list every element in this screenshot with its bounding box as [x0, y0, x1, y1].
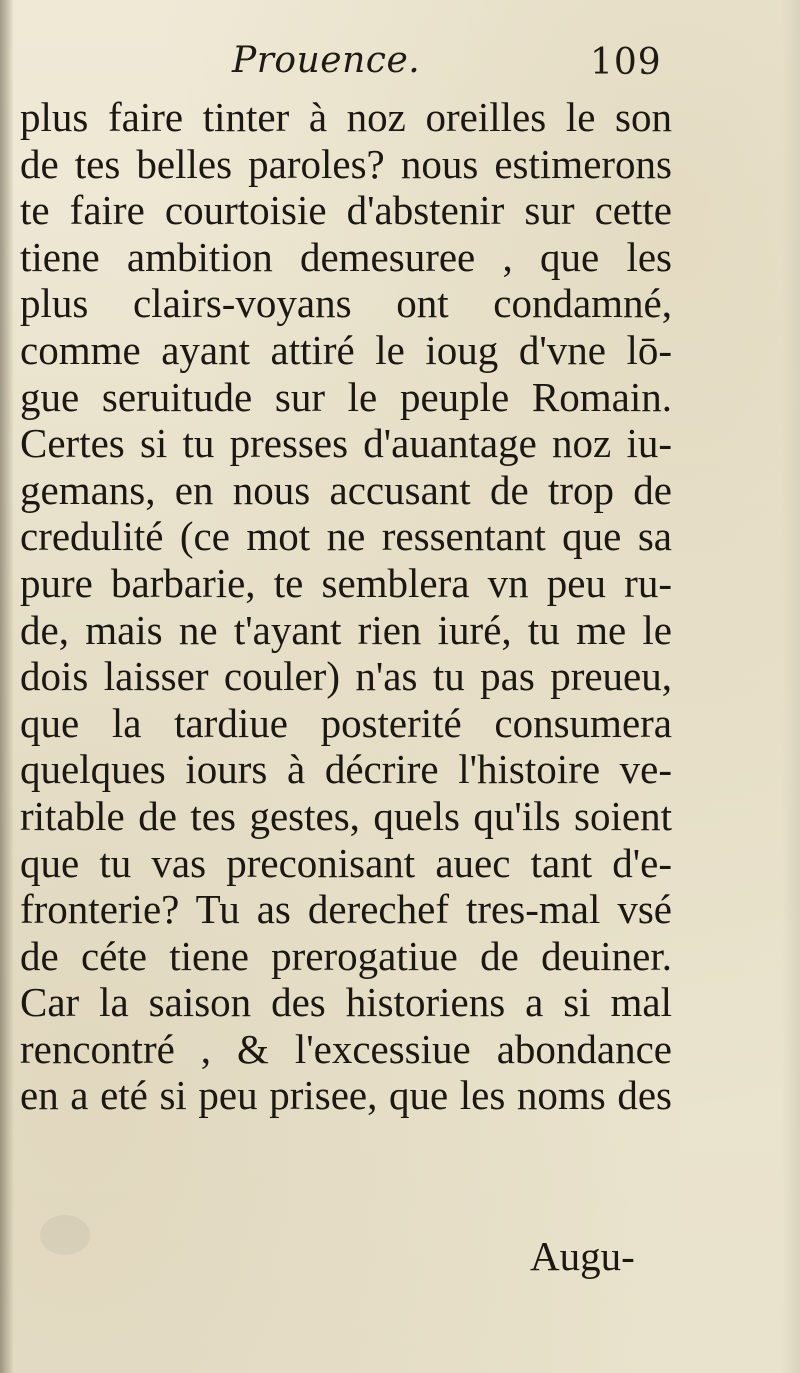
text-line: gue seruitude sur le peuple Romain. — [20, 373, 672, 420]
page-header — [0, 32, 800, 92]
text-line: rencontré , & l'excessiue abondance — [20, 1025, 672, 1072]
text-line: te faire courtoisie d'abstenir sur cette — [20, 187, 672, 234]
running-head: Prouence. — [232, 40, 421, 81]
text-line: tiene ambition demesuree , que les — [20, 233, 672, 280]
text-line: de, mais ne t'ayant rien iuré, tu me le — [20, 606, 672, 653]
text-line: ritable de tes gestes, quels qu'ils soient — [20, 792, 672, 839]
text-line: de tes belles paroles? nous estimerons — [20, 140, 672, 187]
text-line: que la tardiue posterité consumera — [20, 699, 672, 746]
text-line: pure barbarie, te semblera vn peu ru- — [20, 559, 672, 606]
text-line: Certes si tu presses d'auantage noz iu- — [20, 420, 672, 467]
catchword: Augu- — [530, 1233, 635, 1279]
text-line: en a eté si peu prisee, que les noms des — [20, 1072, 672, 1119]
text-line: plus clairs-voyans ont condamné, — [20, 280, 672, 327]
text-line: de céte tiene prerogatiue de deuiner. — [20, 932, 672, 979]
text-line: fronterie? Tu as derechef tres-mal vsé — [20, 886, 672, 933]
body-text — [20, 94, 680, 1119]
text-line: dois laisser couler) n'as tu pas preueu, — [20, 653, 672, 700]
text-line: plus faire tinter à noz oreilles le son — [20, 94, 672, 140]
paper-stain — [40, 1215, 90, 1255]
text-line: gemans, en nous accusant de trop de — [20, 466, 672, 513]
text-line: credulité (ce mot ne ressentant que sa — [20, 513, 672, 560]
page-number: 109 — [590, 42, 662, 83]
text-line: quelques iours à décrire l'histoire ve- — [20, 746, 672, 793]
text-line: Car la saison des historiens a si mal — [20, 979, 672, 1026]
text-line: comme ayant attiré le ioug d'vne lō- — [20, 326, 672, 373]
text-line: que tu vas preconisant auec tant d'e- — [20, 839, 672, 886]
